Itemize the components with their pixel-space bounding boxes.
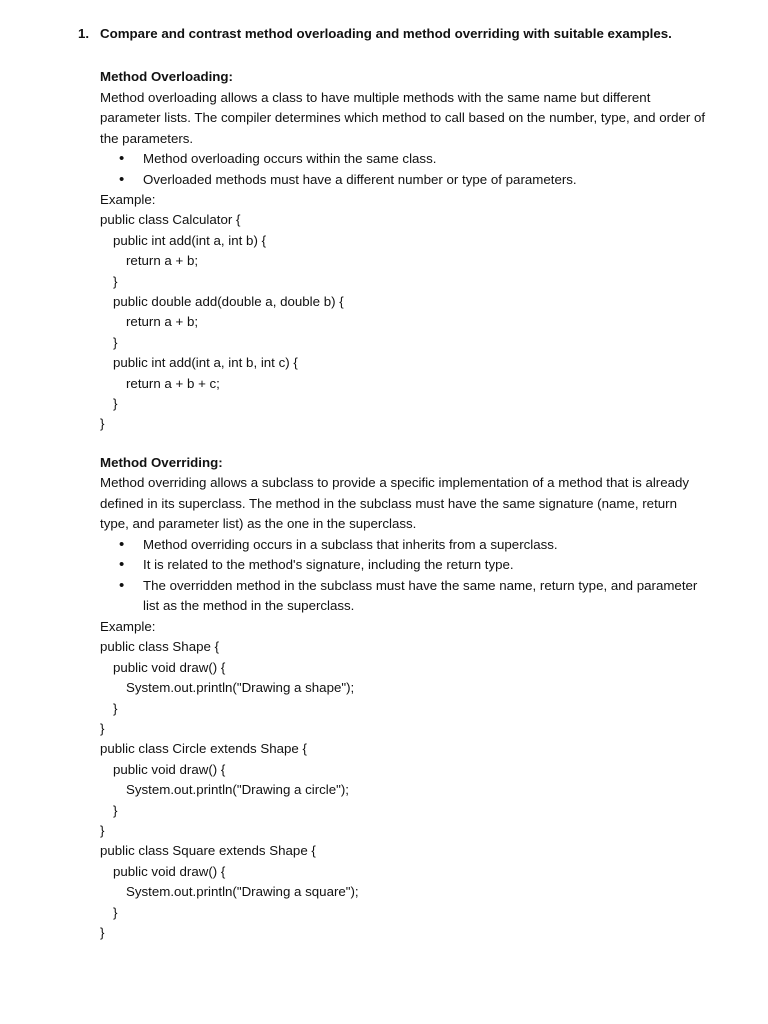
code-line: System.out.println("Drawing a square"); (126, 884, 359, 900)
example-label: Example: (100, 192, 156, 207)
code-line: } (113, 904, 118, 920)
code-line: public void draw() { (113, 863, 226, 879)
code-line: } (113, 396, 118, 412)
code-line: } (100, 416, 105, 432)
overloading-section (100, 67, 706, 435)
question-heading (0, 23, 768, 45)
overriding-heading: Method Overriding: (100, 454, 223, 470)
code-line: } (100, 924, 105, 940)
bullet-item: • The overridden method in the subclass must have the same name, return type, and parameter list as the method in the superclass. (100, 576, 706, 617)
code-line: public void draw() { (113, 659, 226, 675)
overriding-code-block (100, 637, 706, 943)
code-line: } (100, 720, 105, 736)
answer-body (100, 45, 706, 943)
overloading-paragraph: Method overloading allows a class to have multiple methods with the same name but different parameter lists. The compiler determines which method to call based on the number, type, and order of the parameters. (100, 89, 706, 146)
code-line: public int add(int a, int b, int c) { (113, 355, 298, 371)
code-line: } (100, 822, 105, 838)
code-line: public double add(double a, double b) { (113, 294, 344, 310)
overloading-bullets (100, 149, 706, 190)
code-line: public void draw() { (113, 761, 226, 777)
code-line: } (113, 334, 118, 350)
code-line: public class Circle extends Shape { (100, 741, 307, 757)
bullet-item: • It is related to the method's signature, including the return type. (100, 555, 706, 576)
question-text: Compare and contrast method overloading and method overriding with suitable examples. (100, 26, 672, 41)
question-number: 1. (78, 26, 90, 41)
overloading-heading: Method Overloading: (100, 69, 233, 84)
code-line: return a + b + c; (126, 375, 220, 391)
overriding-section (100, 453, 706, 944)
code-line: System.out.println("Drawing a shape"); (126, 680, 355, 696)
code-line: public int add(int a, int b) { (113, 232, 267, 248)
overriding-paragraph: Method overriding allows a subclass to provide a specific implementation of a method that is already defined in its superclass. The method in the subclass must have the same signature (name, return type, and parameter list) as the one in the superclass. (100, 475, 690, 532)
code-line: System.out.println("Drawing a circle"); (126, 782, 349, 798)
overriding-bullets (100, 535, 706, 617)
bullet-item: • Method overriding occurs in a subclass that inherits from a superclass. (100, 535, 706, 556)
code-line: public class Shape { (100, 639, 220, 655)
overloading-code-block (100, 210, 706, 434)
code-line: } (113, 273, 118, 289)
code-line: public class Square extends Shape { (100, 843, 316, 859)
code-line: } (113, 700, 118, 716)
code-line: public class Calculator { (100, 212, 241, 228)
bullet-item: • Overloaded methods must have a different number or type of parameters. (100, 170, 706, 191)
bullet-item: • Method overloading occurs within the same class. (100, 149, 706, 170)
example-label: Example: (100, 618, 156, 634)
code-line: return a + b; (126, 253, 199, 269)
code-line: return a + b; (126, 314, 199, 330)
code-line: } (113, 802, 118, 818)
